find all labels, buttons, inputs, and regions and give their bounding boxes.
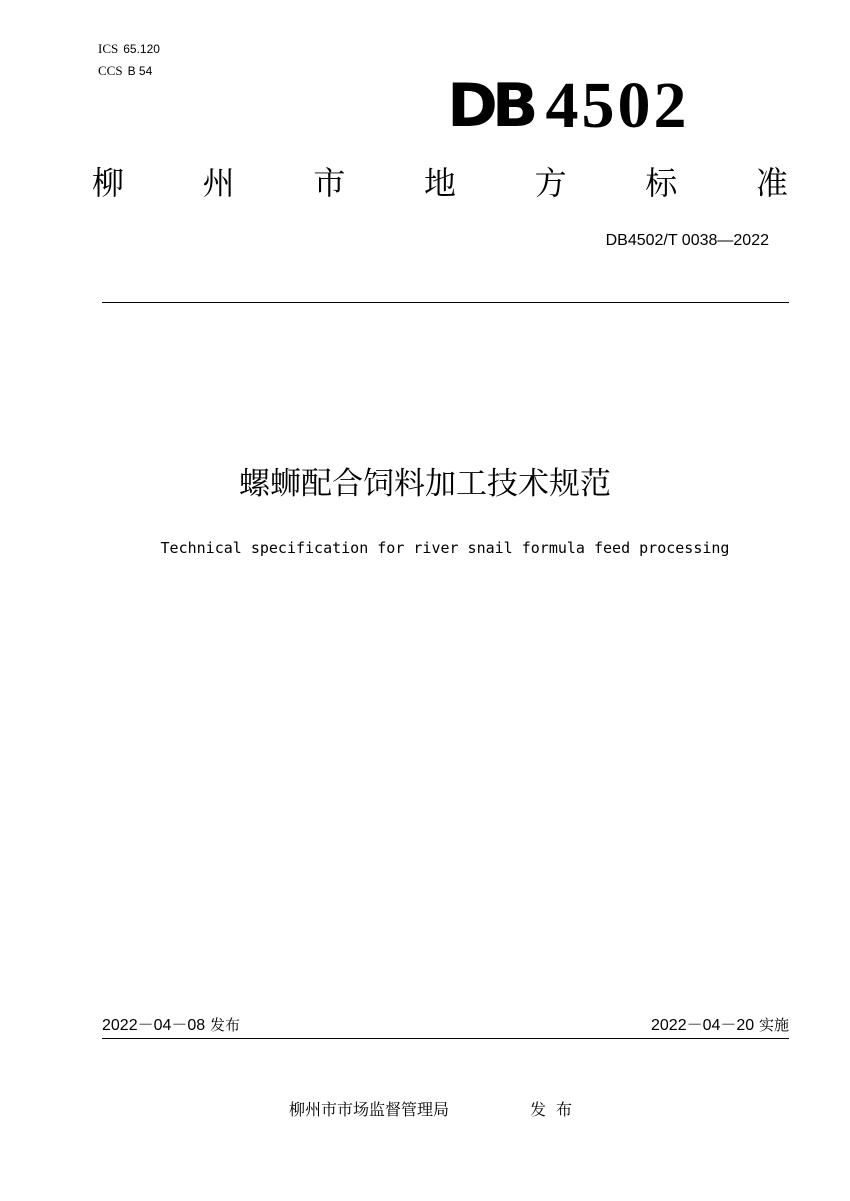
ics-line (98, 42, 160, 56)
implement-date-line (651, 1015, 789, 1036)
issuing-authority: 柳州市市场监督管理局 (289, 1100, 450, 1119)
db-region-number: 4502 (545, 69, 690, 142)
header-divider (102, 302, 789, 303)
footer-divider (102, 1038, 789, 1039)
ccs-line (98, 64, 152, 78)
standard-type-char: 地 (423, 164, 456, 202)
standard-type-char: 方 (534, 164, 567, 202)
standard-type-char: 州 (202, 164, 235, 202)
standard-type-char: 柳 (92, 164, 125, 202)
db-standard-mark (447, 69, 690, 142)
implement-label: 实施 (758, 1016, 789, 1034)
document-title-english: Technical specification for river snail formula feed processing (160, 539, 730, 557)
standard-type-char: 准 (755, 164, 788, 202)
issue-label: 发布 (209, 1016, 240, 1034)
issue-date: 2022－04－08 (102, 1017, 206, 1034)
implement-date: 2022－04－20 (651, 1017, 755, 1034)
standard-type-char: 标 (645, 164, 678, 202)
standard-code: DB4502/T 0038—2022 (605, 232, 769, 249)
ccs-code: B 54 (127, 64, 153, 78)
ics-code: 65.120 (123, 42, 160, 56)
ccs-label: CCS (98, 63, 123, 78)
standard-type-char: 市 (313, 164, 346, 202)
document-title-chinese: 螺蛳配合饲料加工技术规范 (239, 466, 611, 502)
issuing-action: 发布 (530, 1100, 583, 1119)
db-logo: DB (447, 71, 533, 141)
issue-date-line (102, 1015, 240, 1036)
ics-label: ICS (98, 41, 119, 56)
standard-type-heading (92, 163, 788, 203)
